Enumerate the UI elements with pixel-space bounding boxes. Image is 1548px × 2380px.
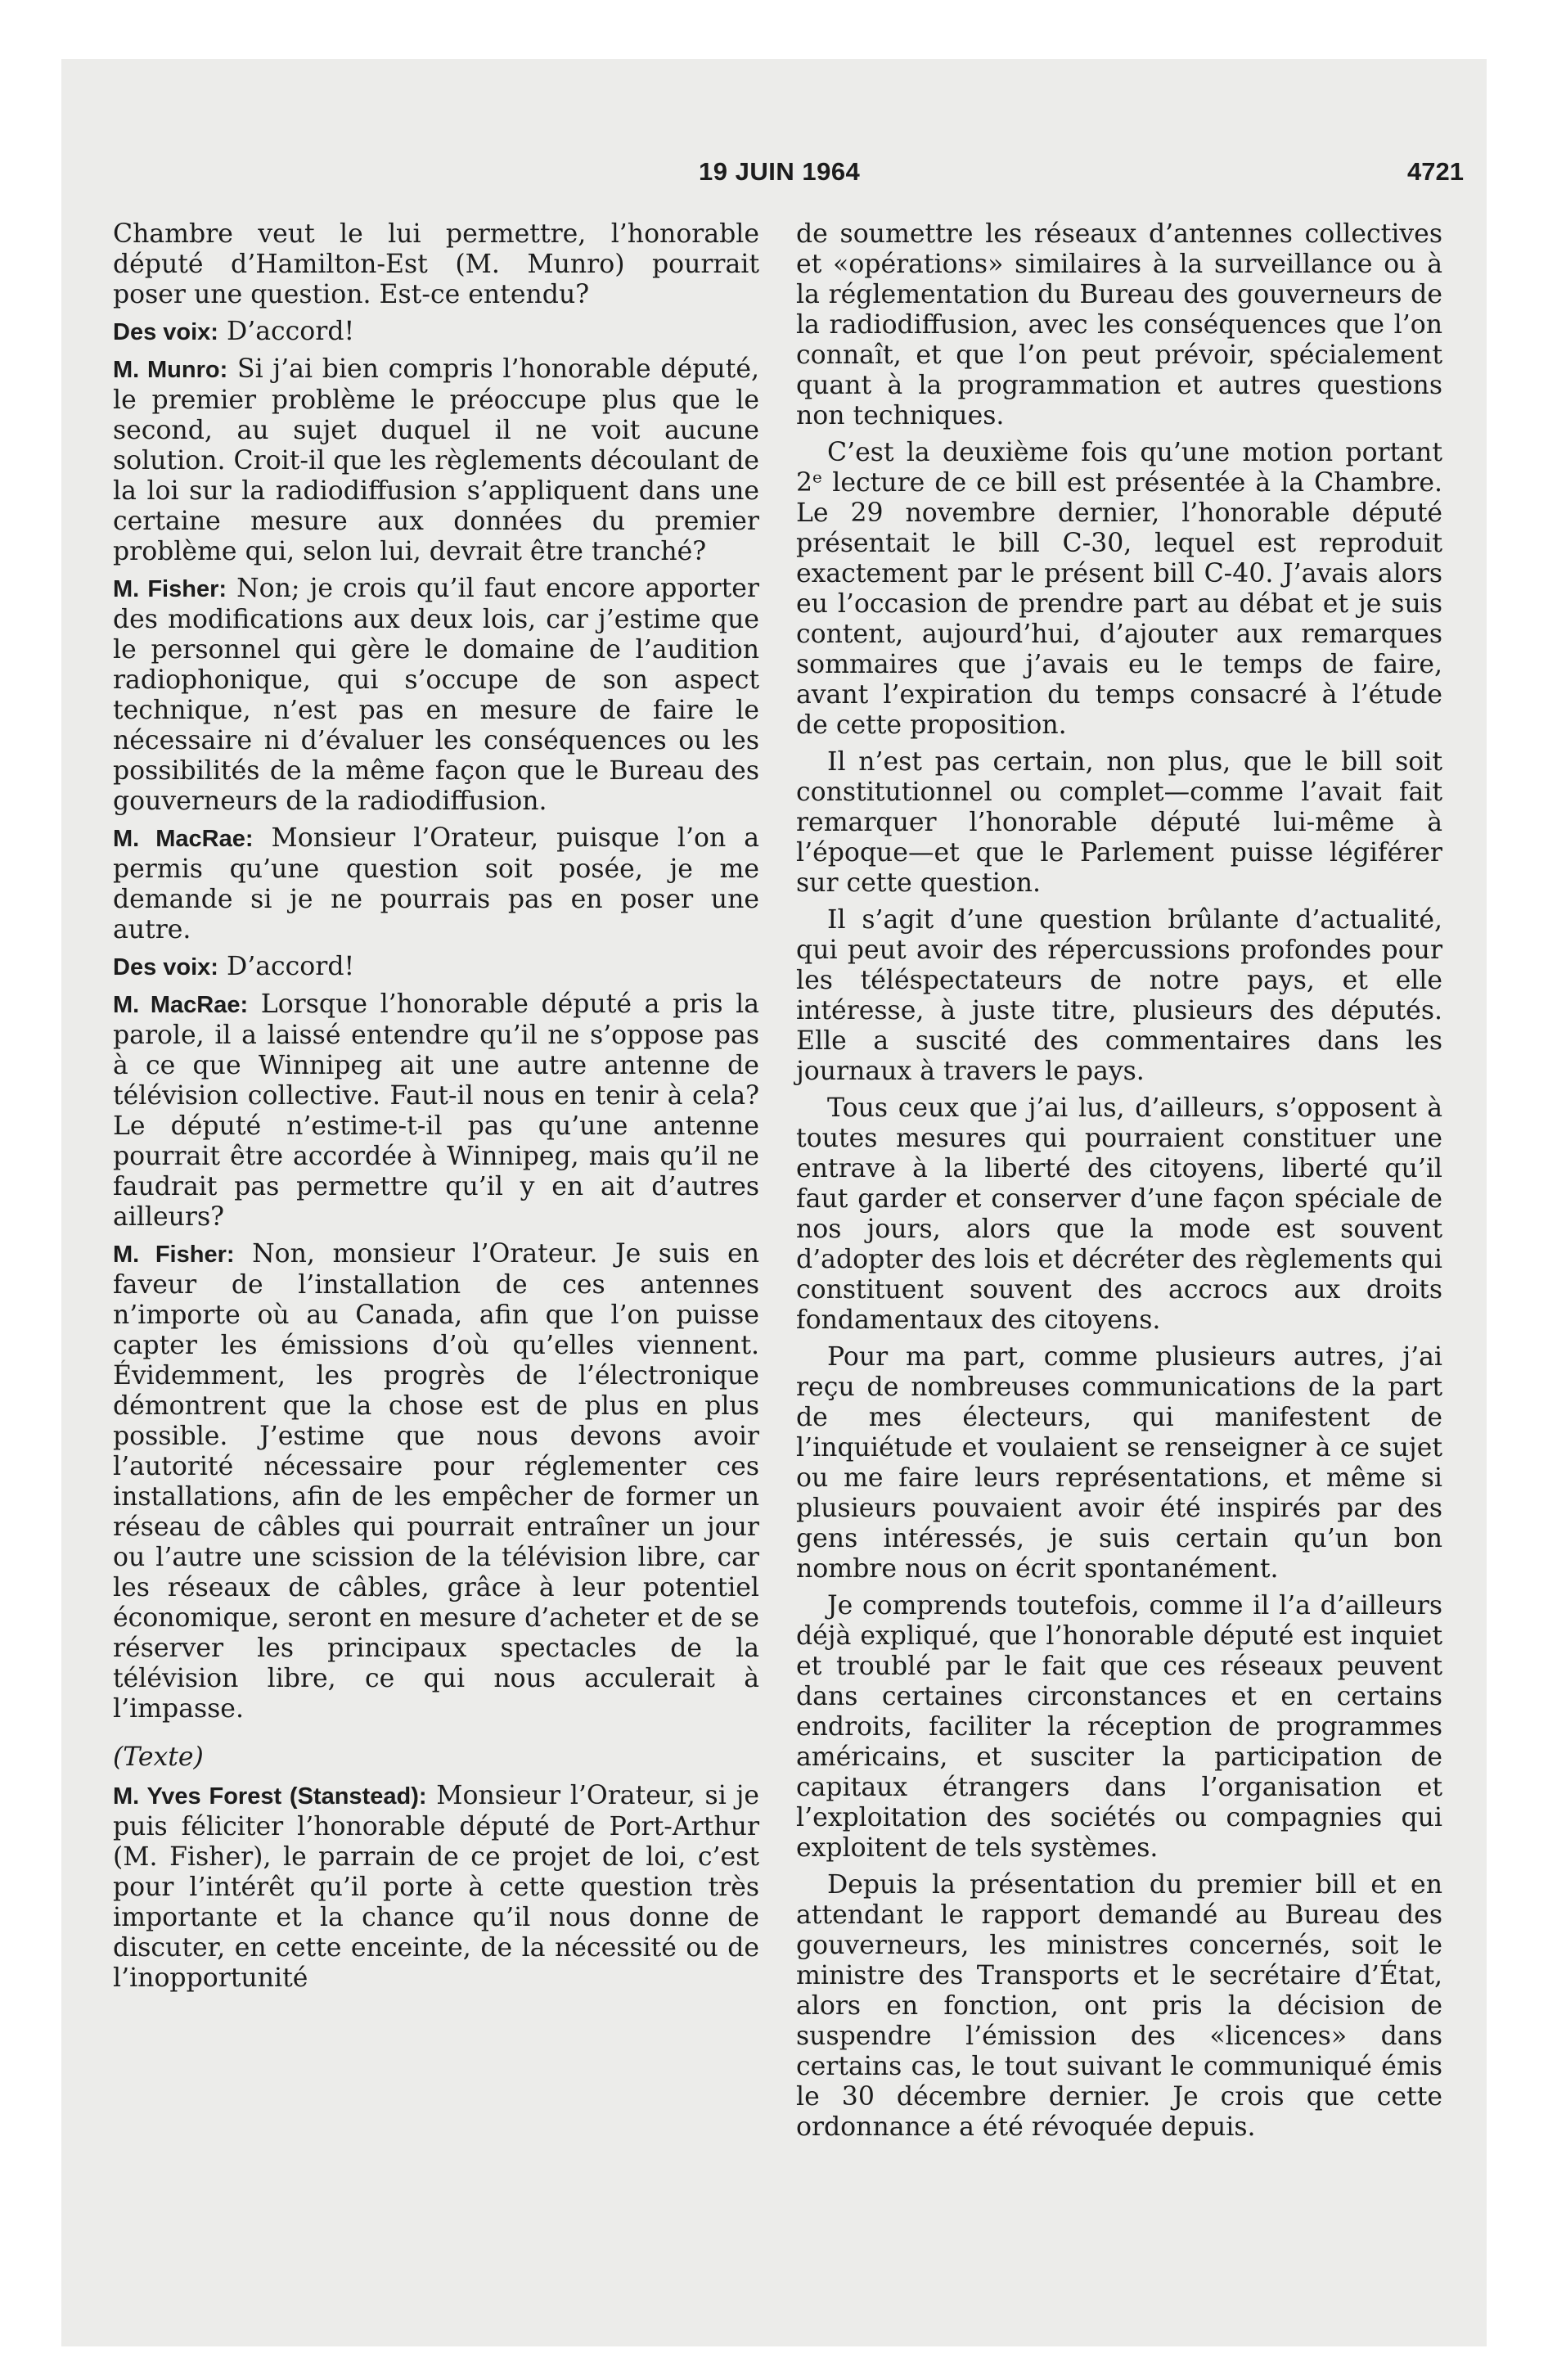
paragraph-text: Non; je crois qu’il faut encore apporter des modifications aux deux lois, car j’estime que le personnel qui gère le domaine de l’audition radiophonique, qui s’occupe de son aspect technique, n’est pas en mesure de faire le nécessaire ni d’évaluer les conséquences ou les possibilités de la même façon que le Bureau des gouverneurs de la radiodiffusion. xyxy=(113,574,759,816)
header-date: 19 JUIN 1964 xyxy=(699,157,861,186)
page-header xyxy=(61,157,1487,198)
paragraph-text: D’accord! xyxy=(218,317,355,346)
speaker-name: M. Fisher: xyxy=(113,576,227,602)
paragraph xyxy=(113,354,759,567)
paragraph-text: Lorsque l’honorable député a pris la parole, il a laissé entendre qu’il ne s’oppose pas à ce que Winnipeg ait une autre antenne de télévision collective. Faut-il nous en tenir à cela? Le député n’estime-t-il pas qu’une antenne pourrait être accordée à Winnipeg, mais qu’il ne faudrait pas permettre qu’il y en ait d’autres ailleurs? xyxy=(113,989,759,1232)
paragraph-text: (Texte) xyxy=(113,1742,204,1772)
speaker-name: M. Munro: xyxy=(113,357,228,383)
right-column xyxy=(796,219,1442,2149)
paragraph xyxy=(113,574,759,817)
speaker-name: Des voix: xyxy=(113,954,218,980)
paragraph-text: Monsieur l’Orateur, si je puis féliciter l’honorable député de Port-Arthur (M. Fisher), le parrain de ce projet de loi, c’est pour l’intérêt qu’il porte à cette question très importante et la chance qu’il nous donne de discuter, en cette enceinte, de la nécessité ou de l’inopportunité xyxy=(113,1781,759,1993)
paragraph-text: D’accord! xyxy=(218,952,355,981)
paragraph xyxy=(113,317,759,348)
paragraph xyxy=(113,989,759,1233)
speaker-name: Des voix: xyxy=(113,319,218,345)
paragraph-text: Monsieur l’Orateur, puisque l’on a permis qu’une question soit posée, je me demande si je ne pourrais pas en poser une autre. xyxy=(113,823,759,944)
left-column xyxy=(113,219,759,2000)
paragraph: Il n’est pas certain, non plus, que le bill soit constitutionnel ou complet—comme l’avait fait remarquer l’honorable député lui-même à l’époque—et que le Parlement puisse légiférer sur cette question. xyxy=(796,747,1442,898)
paragraph xyxy=(113,823,759,945)
paragraph xyxy=(113,952,759,983)
paragraph: Tous ceux que j’ai lus, d’ailleurs, s’opposent à toutes mesures qui pourraient constituer une entrave à la liberté des citoyens, liberté qu’il faut garder et conserver d’une façon spéciale de nos jours, alors que la mode est souvent d’adopter des lois et décréter des règlements qui constituent souvent des accrocs aux droits fondamentaux des citoyens. xyxy=(796,1093,1442,1335)
paragraph xyxy=(113,1239,759,1724)
scanned-page xyxy=(61,59,1487,2346)
paragraph xyxy=(113,219,759,310)
paragraph: C’est la deuxième fois qu’une motion portant 2ᵉ lecture de ce bill est présentée à la Chambre. Le 29 novembre dernier, l’honorable député présentait le bill C-30, lequel est reproduit exactement par le présent bill C-40. J’avais alors eu l’occasion de prendre part au débat et je suis content, aujourd’hui, d’ajouter aux remarques sommaires que j’avais eu le temps de faire, avant l’expiration du temps consacré à l’étude de cette proposition. xyxy=(796,438,1442,740)
language-marker xyxy=(113,1742,759,1773)
speaker-name: M. MacRae: xyxy=(113,826,254,852)
paragraph: Il s’agit d’une question brûlante d’actualité, qui peut avoir des répercussions profondes pour les téléspectateurs de notre pays, et elle intéresse, à juste titre, plusieurs des députés. Elle a suscité des commentaires dans les journaux à travers le pays. xyxy=(796,905,1442,1086)
paragraph-text: Chambre veut le lui permettre, l’honorable député d’Hamilton-Est (M. Munro) pourrait poser une question. Est-ce entendu? xyxy=(113,219,759,309)
paragraph xyxy=(113,1781,759,1994)
paragraph: Je comprends toutefois, comme il l’a d’ailleurs déjà expliqué, que l’honorable député est inquiet et troublé par le fait que ces réseaux peuvent dans certaines circonstances et en certains endroits, faciliter la réception de programmes américains, et susciter la participation de capitaux étrangers dans l’organisation et l’exploitation des sociétés ou compagnies qui exploitent de tels systèmes. xyxy=(796,1591,1442,1863)
paragraph: de soumettre les réseaux d’antennes collectives et «opérations» similaires à la surveillance ou à la réglementation du Bureau des gouverneurs de la radiodiffusion, avec les conséquences que l’on connaît, et que l’on peut prévoir, spécialement quant à la programmation et autres questions non techniques. xyxy=(796,219,1442,430)
page-number: 4721 xyxy=(1407,157,1464,186)
speaker-name: M. Fisher: xyxy=(113,1242,235,1268)
speaker-name: M. MacRae: xyxy=(113,992,249,1018)
paragraph: Depuis la présentation du premier bill et en attendant le rapport demandé au Bureau des gouverneurs, les ministres concernés, soit le ministre des Transports et le secrétaire d’État, alors en fonction, ont pris la décision de suspendre l’émission des «licences» dans certains cas, le tout suivant le communiqué émis le 30 décembre dernier. Je crois que cette ordonnance a été révoquée depuis. xyxy=(796,1870,1442,2142)
paragraph-text: Non, monsieur l’Orateur. Je suis en faveur de l’installation de ces antennes n’importe où au Canada, afin que l’on puisse capter les émissions d’où qu’elles viennent. Évidemment, les progrès de l’électronique démontrent que la chose est de plus en plus possible. J’estime que nous devons avoir l’autorité nécessaire pour réglementer ces installations, afin de les empêcher de former un réseau de câbles qui pourrait entraîner un jour ou l’autre une scission de la télévision libre, car les réseaux de câbles, grâce à leur potentiel économique, seront en mesure d’acheter et de se réserver les principaux spectacles de la télévision libre, ce qui nous acculerait à l’impasse. xyxy=(113,1239,759,1724)
paragraph: Pour ma part, comme plusieurs autres, j’ai reçu de nombreuses communications de la part de mes électeurs, qui manifestent de l’inquiétude et voulaient se renseigner à ce sujet ou me faire leurs représentations, et même si plusieurs pouvaient avoir été inspirés par des gens intéressés, je suis certain qu’un bon nombre nous on écrit spontanément. xyxy=(796,1342,1442,1584)
paragraph-text: Si j’ai bien compris l’honorable député, le premier problème le préoccupe plus que le second, au sujet duquel il ne voit aucune solution. Croit-il que les règlements découlant de la loi sur la radiodiffusion s’appliquent dans une certaine mesure aux données du premier problème qui, selon lui, devrait être tranché? xyxy=(113,354,759,566)
speaker-name: M. Yves Forest (Stanstead): xyxy=(113,1783,427,1810)
